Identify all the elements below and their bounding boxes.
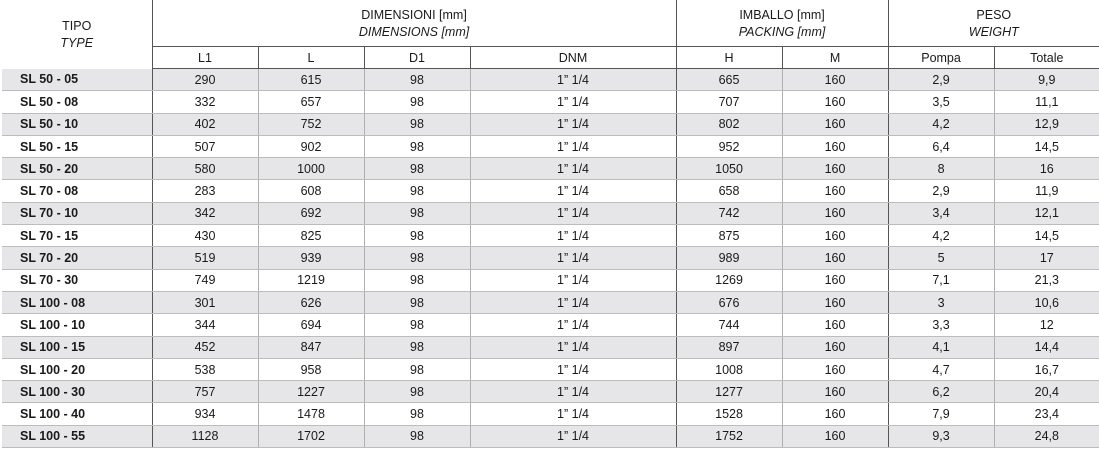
type-cell: SL 70 - 10 xyxy=(2,202,152,224)
l1-cell: 283 xyxy=(152,180,258,202)
dnm-cell: 1” 1/4 xyxy=(470,291,676,313)
h-cell: 1528 xyxy=(676,403,782,425)
pompa-cell: 3,3 xyxy=(888,314,994,336)
type-cell: SL 70 - 30 xyxy=(2,269,152,291)
dnm-cell: 1” 1/4 xyxy=(470,247,676,269)
type-cell: SL 100 - 40 xyxy=(2,403,152,425)
totale-cell: 14,5 xyxy=(994,225,1099,247)
l1-cell: 430 xyxy=(152,225,258,247)
col-header-m: M xyxy=(782,47,888,69)
type-cell: SL 100 - 30 xyxy=(2,381,152,403)
d1-cell: 98 xyxy=(364,135,470,157)
d1-cell: 98 xyxy=(364,158,470,180)
table-row xyxy=(2,225,1099,247)
dnm-cell: 1” 1/4 xyxy=(470,113,676,135)
l1-cell: 538 xyxy=(152,358,258,380)
pompa-cell: 7,9 xyxy=(888,403,994,425)
h-cell: 665 xyxy=(676,69,782,91)
totale-cell: 20,4 xyxy=(994,381,1099,403)
d1-cell: 98 xyxy=(364,69,470,91)
h-cell: 802 xyxy=(676,113,782,135)
d1-cell: 98 xyxy=(364,403,470,425)
table-row xyxy=(2,291,1099,313)
m-cell: 160 xyxy=(782,291,888,313)
weight-header xyxy=(888,0,1099,47)
l1-cell: 301 xyxy=(152,291,258,313)
l1-cell: 519 xyxy=(152,247,258,269)
l-cell: 692 xyxy=(258,202,364,224)
packing-header-it: IMBALLO [mm] xyxy=(739,8,825,22)
dnm-cell: 1” 1/4 xyxy=(470,202,676,224)
dnm-cell: 1” 1/4 xyxy=(470,314,676,336)
l-cell: 958 xyxy=(258,358,364,380)
totale-cell: 16 xyxy=(994,158,1099,180)
l-cell: 939 xyxy=(258,247,364,269)
l-cell: 847 xyxy=(258,336,364,358)
type-cell: SL 100 - 55 xyxy=(2,425,152,447)
type-cell: SL 70 - 20 xyxy=(2,247,152,269)
table-row xyxy=(2,269,1099,291)
totale-cell: 14,5 xyxy=(994,135,1099,157)
l-cell: 608 xyxy=(258,180,364,202)
totale-cell: 17 xyxy=(994,247,1099,269)
d1-cell: 98 xyxy=(364,314,470,336)
l-cell: 1000 xyxy=(258,158,364,180)
l-cell: 1702 xyxy=(258,425,364,447)
l1-cell: 342 xyxy=(152,202,258,224)
pompa-cell: 7,1 xyxy=(888,269,994,291)
type-cell: SL 50 - 05 xyxy=(2,69,152,91)
dnm-cell: 1” 1/4 xyxy=(470,403,676,425)
h-cell: 1277 xyxy=(676,381,782,403)
h-cell: 742 xyxy=(676,202,782,224)
pump-dimensions-table xyxy=(2,0,1099,448)
col-header-pompa: Pompa xyxy=(888,47,994,69)
table-row xyxy=(2,247,1099,269)
m-cell: 160 xyxy=(782,113,888,135)
type-header-en: TYPE xyxy=(60,36,94,51)
pompa-cell: 6,2 xyxy=(888,381,994,403)
m-cell: 160 xyxy=(782,403,888,425)
dnm-cell: 1” 1/4 xyxy=(470,180,676,202)
col-header-dnm: DNM xyxy=(470,47,676,69)
d1-cell: 98 xyxy=(364,91,470,113)
pompa-cell: 3,5 xyxy=(888,91,994,113)
table-row xyxy=(2,336,1099,358)
l-cell: 1478 xyxy=(258,403,364,425)
totale-cell: 24,8 xyxy=(994,425,1099,447)
table-row xyxy=(2,91,1099,113)
table-row xyxy=(2,202,1099,224)
dnm-cell: 1” 1/4 xyxy=(470,336,676,358)
h-cell: 707 xyxy=(676,91,782,113)
column-header-row xyxy=(2,47,1099,69)
table-row xyxy=(2,403,1099,425)
col-header-l: L xyxy=(258,47,364,69)
table-row xyxy=(2,158,1099,180)
pompa-cell: 8 xyxy=(888,158,994,180)
d1-cell: 98 xyxy=(364,180,470,202)
dimensions-header-en: DIMENSIONS [mm] xyxy=(358,25,470,39)
pompa-cell: 4,7 xyxy=(888,358,994,380)
totale-cell: 16,7 xyxy=(994,358,1099,380)
l1-cell: 580 xyxy=(152,158,258,180)
dnm-cell: 1” 1/4 xyxy=(470,135,676,157)
l1-cell: 402 xyxy=(152,113,258,135)
h-cell: 658 xyxy=(676,180,782,202)
l-cell: 694 xyxy=(258,314,364,336)
m-cell: 160 xyxy=(782,358,888,380)
d1-cell: 98 xyxy=(364,269,470,291)
l-cell: 902 xyxy=(258,135,364,157)
h-cell: 875 xyxy=(676,225,782,247)
type-cell: SL 50 - 08 xyxy=(2,91,152,113)
h-cell: 676 xyxy=(676,291,782,313)
table-row xyxy=(2,113,1099,135)
packing-header-en: PACKING [mm] xyxy=(738,25,826,39)
m-cell: 160 xyxy=(782,269,888,291)
h-cell: 1008 xyxy=(676,358,782,380)
dimensions-header xyxy=(152,0,676,47)
pompa-cell: 5 xyxy=(888,247,994,269)
m-cell: 160 xyxy=(782,202,888,224)
dnm-cell: 1” 1/4 xyxy=(470,269,676,291)
m-cell: 160 xyxy=(782,91,888,113)
dnm-cell: 1” 1/4 xyxy=(470,91,676,113)
table-row xyxy=(2,425,1099,447)
m-cell: 160 xyxy=(782,247,888,269)
col-header-l1: L1 xyxy=(152,47,258,69)
l-cell: 626 xyxy=(258,291,364,313)
h-cell: 744 xyxy=(676,314,782,336)
weight-header-it: PESO xyxy=(976,8,1012,22)
totale-cell: 21,3 xyxy=(994,269,1099,291)
type-cell: SL 70 - 15 xyxy=(2,225,152,247)
totale-cell: 10,6 xyxy=(994,291,1099,313)
totale-cell: 11,1 xyxy=(994,91,1099,113)
dnm-cell: 1” 1/4 xyxy=(470,225,676,247)
d1-cell: 98 xyxy=(364,247,470,269)
col-header-d1: D1 xyxy=(364,47,470,69)
table-body xyxy=(2,69,1099,448)
type-cell: SL 70 - 08 xyxy=(2,180,152,202)
totale-cell: 9,9 xyxy=(994,69,1099,91)
l-cell: 752 xyxy=(258,113,364,135)
m-cell: 160 xyxy=(782,381,888,403)
d1-cell: 98 xyxy=(364,225,470,247)
table-row xyxy=(2,69,1099,91)
m-cell: 160 xyxy=(782,69,888,91)
l1-cell: 452 xyxy=(152,336,258,358)
totale-cell: 11,9 xyxy=(994,180,1099,202)
pompa-cell: 4,2 xyxy=(888,113,994,135)
h-cell: 1050 xyxy=(676,158,782,180)
weight-header-en: WEIGHT xyxy=(968,25,1019,39)
type-header xyxy=(2,0,152,69)
m-cell: 160 xyxy=(782,135,888,157)
table-row xyxy=(2,180,1099,202)
table-row xyxy=(2,314,1099,336)
col-header-h: H xyxy=(676,47,782,69)
l-cell: 825 xyxy=(258,225,364,247)
group-header-row xyxy=(2,0,1099,47)
table-row xyxy=(2,381,1099,403)
h-cell: 952 xyxy=(676,135,782,157)
l1-cell: 757 xyxy=(152,381,258,403)
m-cell: 160 xyxy=(782,225,888,247)
type-cell: SL 100 - 15 xyxy=(2,336,152,358)
table-row xyxy=(2,135,1099,157)
pompa-cell: 4,2 xyxy=(888,225,994,247)
h-cell: 1269 xyxy=(676,269,782,291)
m-cell: 160 xyxy=(782,180,888,202)
l-cell: 657 xyxy=(258,91,364,113)
totale-cell: 12 xyxy=(994,314,1099,336)
pompa-cell: 2,9 xyxy=(888,69,994,91)
m-cell: 160 xyxy=(782,158,888,180)
pompa-cell: 3 xyxy=(888,291,994,313)
pompa-cell: 3,4 xyxy=(888,202,994,224)
d1-cell: 98 xyxy=(364,113,470,135)
dimensions-header-it: DIMENSIONI [mm] xyxy=(361,8,467,22)
type-cell: SL 50 - 10 xyxy=(2,113,152,135)
l1-cell: 290 xyxy=(152,69,258,91)
l-cell: 1219 xyxy=(258,269,364,291)
type-cell: SL 50 - 20 xyxy=(2,158,152,180)
d1-cell: 98 xyxy=(364,202,470,224)
dnm-cell: 1” 1/4 xyxy=(470,425,676,447)
totale-cell: 23,4 xyxy=(994,403,1099,425)
type-cell: SL 100 - 08 xyxy=(2,291,152,313)
d1-cell: 98 xyxy=(364,425,470,447)
l1-cell: 507 xyxy=(152,135,258,157)
d1-cell: 98 xyxy=(364,336,470,358)
dnm-cell: 1” 1/4 xyxy=(470,358,676,380)
d1-cell: 98 xyxy=(364,358,470,380)
m-cell: 160 xyxy=(782,336,888,358)
l-cell: 615 xyxy=(258,69,364,91)
dnm-cell: 1” 1/4 xyxy=(470,69,676,91)
h-cell: 897 xyxy=(676,336,782,358)
l-cell: 1227 xyxy=(258,381,364,403)
totale-cell: 14,4 xyxy=(994,336,1099,358)
col-header-totale: Totale xyxy=(994,47,1099,69)
type-cell: SL 100 - 10 xyxy=(2,314,152,336)
pompa-cell: 6,4 xyxy=(888,135,994,157)
l1-cell: 332 xyxy=(152,91,258,113)
type-cell: SL 100 - 20 xyxy=(2,358,152,380)
type-header-it: TIPO xyxy=(62,19,92,34)
m-cell: 160 xyxy=(782,314,888,336)
dnm-cell: 1” 1/4 xyxy=(470,381,676,403)
pompa-cell: 2,9 xyxy=(888,180,994,202)
h-cell: 1752 xyxy=(676,425,782,447)
d1-cell: 98 xyxy=(364,291,470,313)
l1-cell: 934 xyxy=(152,403,258,425)
h-cell: 989 xyxy=(676,247,782,269)
m-cell: 160 xyxy=(782,425,888,447)
pompa-cell: 9,3 xyxy=(888,425,994,447)
packing-header xyxy=(676,0,888,47)
l1-cell: 1128 xyxy=(152,425,258,447)
l1-cell: 344 xyxy=(152,314,258,336)
pompa-cell: 4,1 xyxy=(888,336,994,358)
table-row xyxy=(2,358,1099,380)
type-cell: SL 50 - 15 xyxy=(2,135,152,157)
totale-cell: 12,9 xyxy=(994,113,1099,135)
d1-cell: 98 xyxy=(364,381,470,403)
dnm-cell: 1” 1/4 xyxy=(470,158,676,180)
totale-cell: 12,1 xyxy=(994,202,1099,224)
l1-cell: 749 xyxy=(152,269,258,291)
